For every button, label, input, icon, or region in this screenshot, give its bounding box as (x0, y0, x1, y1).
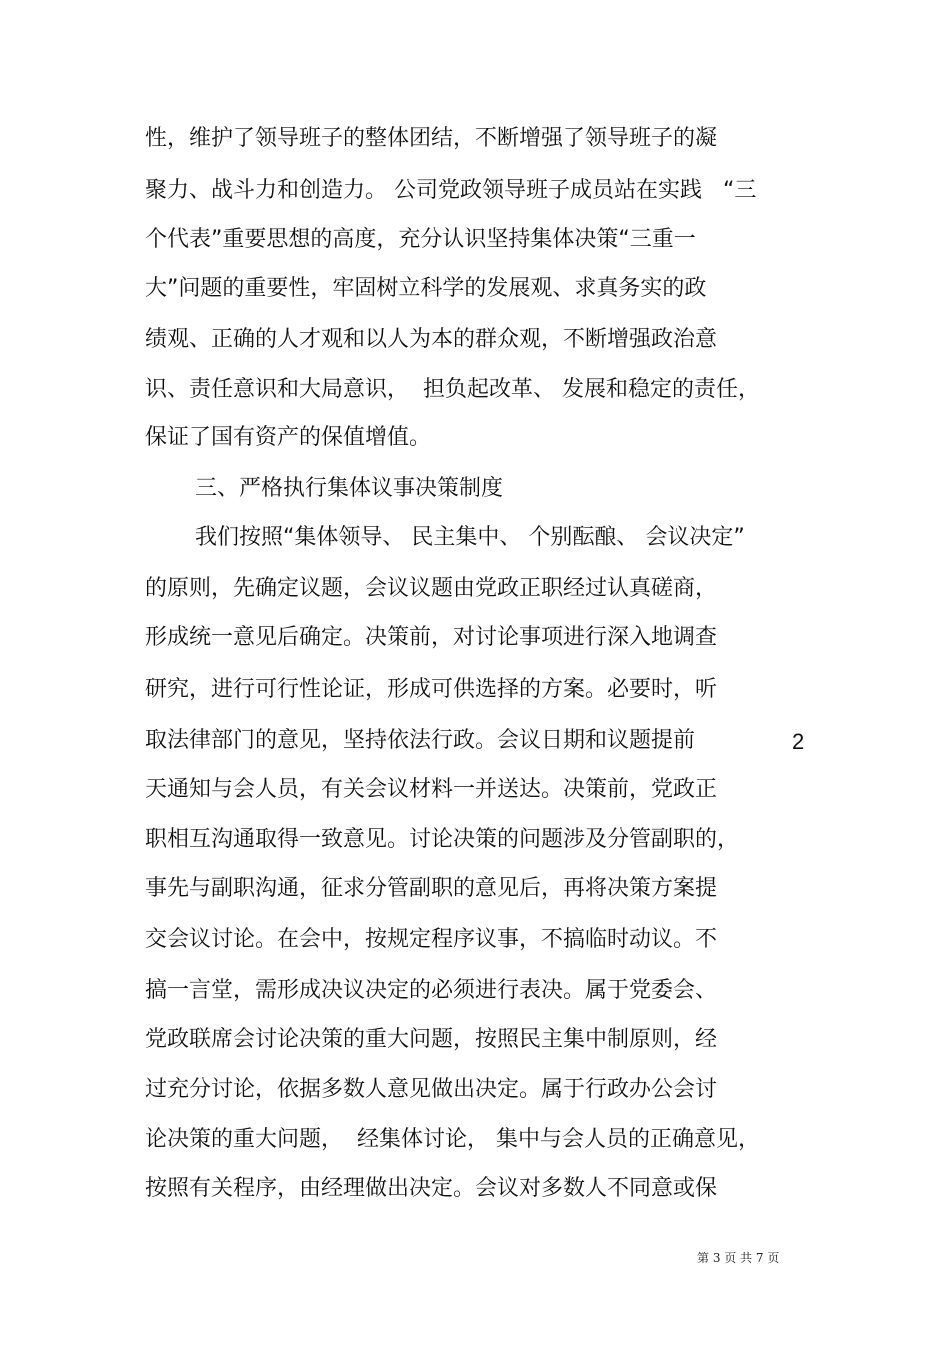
text-line: 党政联席会讨论决策的重大问题，按照民主集中制原则，经 (145, 1027, 718, 1052)
text-line: 绩观、正确的人才观和以人为本的群众观，不断增强政治意 (145, 327, 718, 352)
page-footer: 第 3 页 共 7 页 (697, 1251, 780, 1265)
text-line: 识、责任意识和大局意识， 担负起改革、 发展和稳定的责任， (145, 377, 760, 402)
text-line: 职相互沟通取得一致意见。讨论决策的问题涉及分管副职的， (145, 827, 740, 852)
text-line: 事先与副职沟通，征求分管副职的意见后，再将决策方案提 (145, 876, 718, 901)
section-heading: 三、严格执行集体议事决策制度 (195, 476, 504, 501)
text-line: 的原则，先确定议题，会议议题由党政正职经过认真磋商， (145, 576, 718, 601)
text-line: 过充分讨论，依据多数人意见做出决定。属于行政办公会讨 (145, 1077, 718, 1102)
text-line: 形成统一意见后确定。决策前，对讨论事项进行深入地调查 (145, 625, 718, 650)
text-line: 按照有关程序，由经理做出决定。会议对多数人不同意或保 (145, 1176, 718, 1201)
text-line: 天通知与会人员，有关会议材料一并送达。决策前，党政正 (145, 777, 718, 802)
text-line: 搞一言堂，需形成决议决定的必须进行表决。属于党委会、 (145, 978, 718, 1003)
text-line: 保证了国有资产的保值增值。 (145, 425, 432, 450)
margin-number: 2 (792, 729, 805, 754)
text-line: 个代表”重要思想的高度，充分认识坚持集体决策“三重一 (145, 227, 696, 252)
text-line: 性，维护了领导班子的整体团结，不断增强了领导班子的凝 (145, 126, 718, 151)
text-line: 交会议讨论。在会中，按规定程序议事，不搞临时动议。不 (145, 927, 718, 952)
text-line: 取法律部门的意见，坚持依法行政。会议日期和议题提前 (145, 728, 696, 753)
text-line: 大”问题的重要性，牢固树立科学的发展观、求真务实的政 (145, 276, 707, 301)
text-line: 我们按照“集体领导、 民主集中、 个别酝酿、 会议决定” (195, 525, 745, 550)
text-line: 研究，进行可行性论证，形成可供选择的方案。必要时，听 (145, 677, 718, 702)
text-line: 聚力、战斗力和创造力。 公司党政领导班子成员站在实践 “三 (145, 178, 757, 203)
text-line: 论决策的重大问题， 经集体讨论， 集中与会人员的正确意见， (145, 1127, 760, 1152)
